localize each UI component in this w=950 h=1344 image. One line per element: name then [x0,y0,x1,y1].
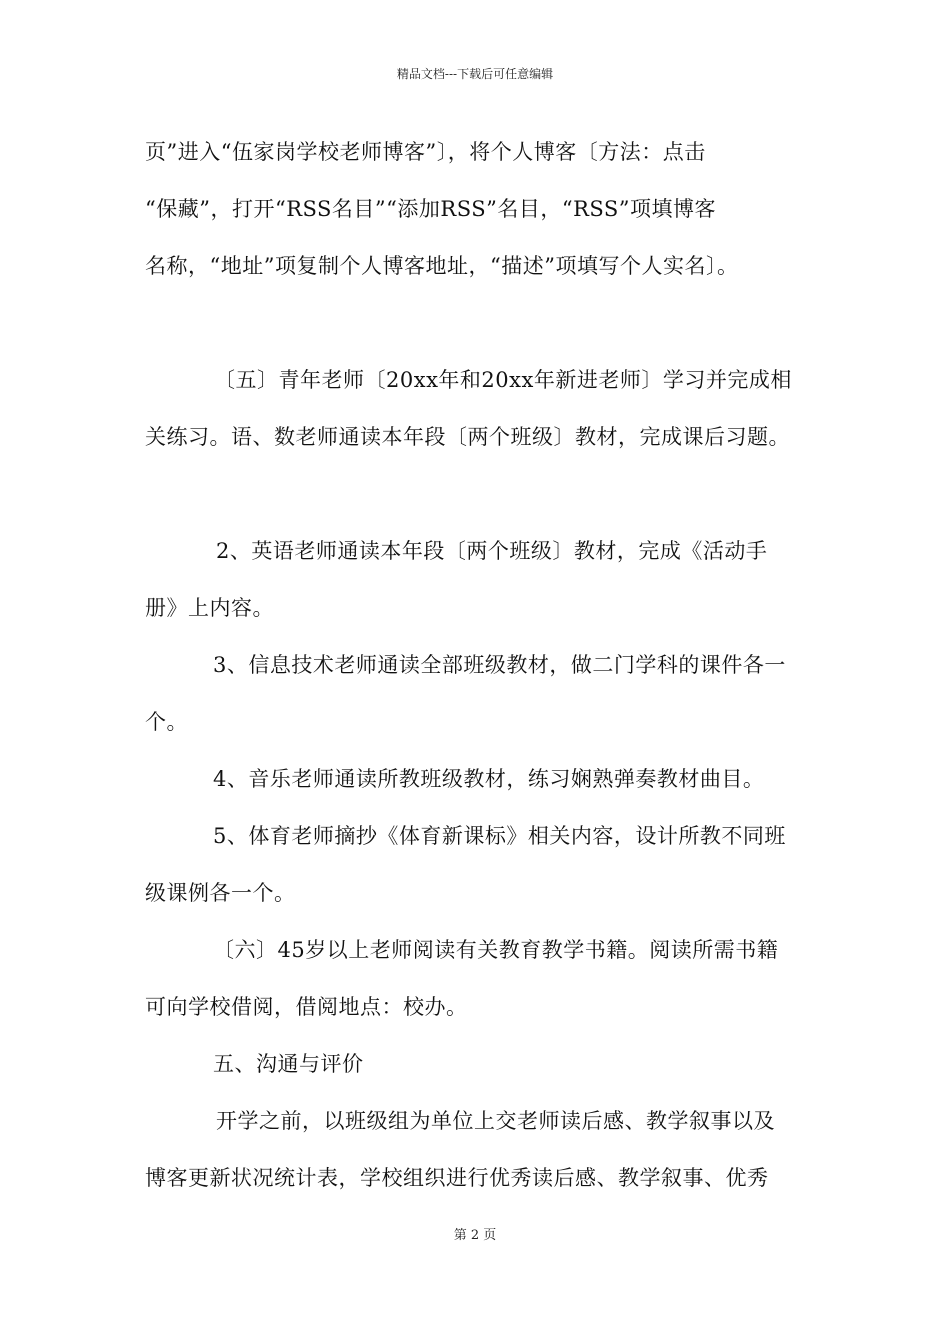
text-line: 个。 [145,710,188,734]
text-line: 〔六〕45岁以上老师阅读有关教育教学书籍。阅读所需书籍 [213,938,779,962]
page-number: 第 2 页 [453,1228,497,1243]
text-line: “保藏”，打开“RSS名目”“添加RSS”名目，“RSS”项填博客 [145,197,717,221]
section-heading: 五、沟通与评价 [213,1052,364,1076]
text-line: 页”进入“伍家岗学校老师博客”〕，将个人博客〔方法：点击 [145,140,706,164]
text-line: 可向学校借阅，借阅地点：校办。 [145,995,468,1019]
text-line: 〔五〕青年老师〔20xx年和20xx年新进老师〕学习并完成相 [214,368,792,392]
text-line: 博客更新状况统计表，学校组织进行优秀读后感、教学叙事、优秀 [145,1166,769,1190]
text-line: 册》上内容。 [145,596,274,620]
text-line: 关练习。语、数老师通读本年段〔两个班级〕教材，完成课后习题。 [145,425,790,449]
text-line: 开学之前，以班级组为单位上交老师读后感、教学叙事以及 [216,1109,775,1133]
text-line: 5、体育老师摘抄《体育新课标》相关内容，设计所教不同班 [213,824,786,848]
document-header: 精品文档---下载后可任意编辑 [396,67,554,81]
text-line: 4、音乐老师通读所教班级教材，练习娴熟弹奏教材曲目。 [213,767,765,791]
text-line: 2、英语老师通读本年段〔两个班级〕教材，完成《活动手 [216,539,768,563]
text-line: 级课例各一个。 [145,881,296,905]
text-line: 3、信息技术老师通读全部班级教材，做二门学科的课件各一 [213,653,786,677]
text-line: 名称，“地址”项复制个人博客地址，“描述”项填写个人实名〕。 [145,254,739,278]
